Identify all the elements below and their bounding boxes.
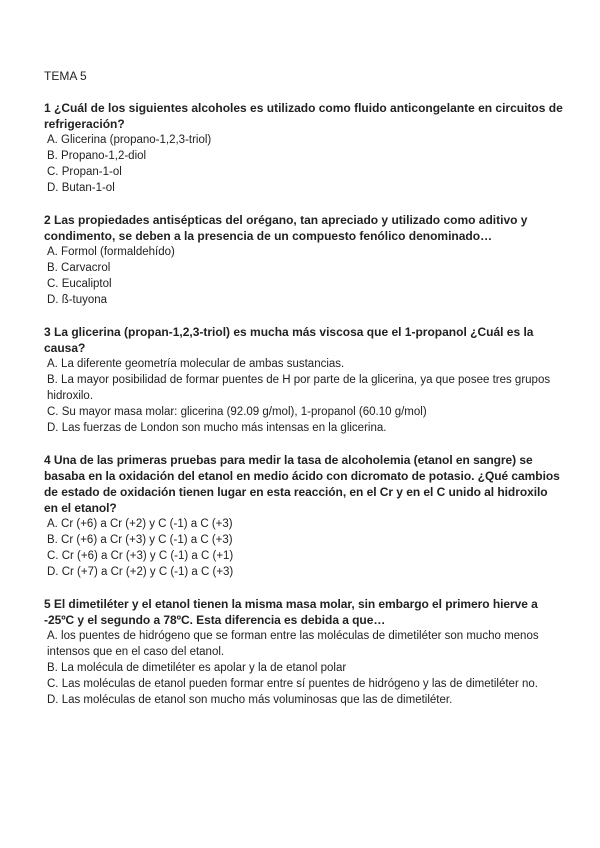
answer-options [44,628,564,708]
question-4 [44,452,564,580]
question-text: 5 El dimetiléter y el etanol tienen la misma masa molar, sin embargo el primero hierve a -25ºC y el segundo a 78ºC. Esta diferencia es debida a que… [44,597,538,627]
question-2 [44,212,564,308]
document-page [44,68,564,724]
option-c: C. Propan-1-ol [47,166,122,178]
option-b: B. La molécula de dimetiléter es apolar y la de etanol polar [47,662,347,674]
option-b: B. La mayor posibilidad de formar puentes de H por parte de la glicerina, ya que posee tres grupos hidroxilo. [47,374,551,402]
question-text: 1 ¿Cuál de los siguientes alcoholes es utilizado como fluido anticongelante en circuitos de refrigeración? [44,101,563,131]
answer-options [44,356,564,436]
question-5 [44,596,564,708]
question-1 [44,100,564,196]
option-a: A. los puentes de hidrógeno que se forman entre las moléculas de dimetiléter son mucho menos intensos que en el caso del etanol. [47,630,539,658]
option-a: A. La diferente geometría molecular de ambas sustancias. [47,358,345,370]
question-text: 3 La glicerina (propan-1,2,3-triol) es mucha más viscosa que el 1-propanol ¿Cuál es la causa? [44,325,534,355]
question-text: 2 Las propiedades antisépticas del orégano, tan apreciado y utilizado como aditivo y condimento, se deben a la presencia de un compuesto fenólico denominado… [44,213,528,243]
option-d: D. Cr (+7) a Cr (+2) y C (-1) a C (+3) [47,566,234,578]
option-c: C. Cr (+6) a Cr (+3) y C (-1) a C (+1) [47,550,234,562]
option-c: C. Las moléculas de etanol pueden formar entre sí puentes de hidrógeno y las de dimetiléter no. [47,678,538,690]
page-title: TEMA 5 [44,69,87,83]
option-d: D. Las fuerzas de London son mucho más intensas en la glicerina. [47,422,387,434]
option-c: C. Eucaliptol [47,278,112,290]
option-c: C. Su mayor masa molar: glicerina (92.09 g/mol), 1-propanol (60.10 g/mol) [47,406,427,418]
question-3 [44,324,564,436]
option-a: A. Glicerina (propano-1,2,3-triol) [47,134,212,146]
option-b: B. Propano-1,2-diol [47,150,147,162]
option-b: B. Carvacrol [47,262,111,274]
option-d: D. Butan-1-ol [47,182,115,194]
option-a: A. Formol (formaldehído) [47,246,175,258]
question-text: 4 Una de las primeras pruebas para medir la tasa de alcoholemia (etanol en sangre) se basaba en la oxidación del etanol en medio ácido con dicromato de potasio. ¿Qué cambios de estado de oxidación tienen lugar en esta reacción, en el Cr y en el C unido al hidroxilo en el etanol? [44,453,560,515]
option-d: D. ß-tuyona [47,294,108,306]
option-a: A. Cr (+6) a Cr (+2) y C (-1) a C (+3) [47,518,233,530]
option-b: B. Cr (+6) a Cr (+3) y C (-1) a C (+3) [47,534,233,546]
answer-options [44,516,564,580]
option-d: D. Las moléculas de etanol son mucho más voluminosas que las de dimetiléter. [47,694,453,706]
answer-options [44,244,564,308]
answer-options [44,132,564,196]
